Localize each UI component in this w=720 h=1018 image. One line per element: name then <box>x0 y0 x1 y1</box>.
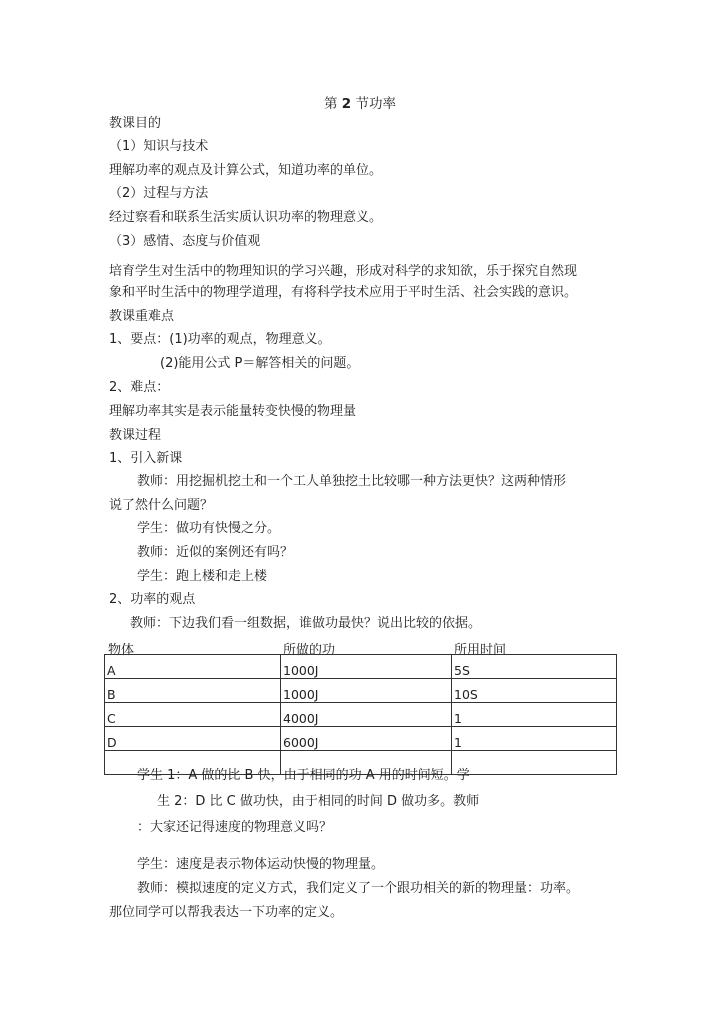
table-cell: 1 <box>452 703 617 727</box>
paragraph: 学生：速度是表示物体运动快慢的物理量。 <box>137 857 385 872</box>
paragraph: 生 2：D 比 C 做功快，由于相同的时间 D 做功多。教师 <box>157 794 480 809</box>
paragraph: 教师：近似的案例还有吗？ <box>137 545 294 560</box>
table-cell: 1 <box>452 727 617 751</box>
paragraph: 象和平时生活中的物理学道理，有将科学技术应用于平时生活、社会实践的意识。 <box>109 285 578 300</box>
table-cell: B <box>105 679 281 703</box>
paragraph: 教师：模拟速度的定义方式，我们定义了一个跟功相关的新的物理量：功率。 <box>137 881 580 896</box>
paragraph: 教师：下边我们看一组数据，谁做功最快？说出比较的依据。 <box>130 616 482 631</box>
paragraph: 2、功率的观点 <box>109 592 196 607</box>
paragraph: 学生 1：A 做的比 B 快，由于相同的功 A 用的时间短。学 <box>137 768 470 783</box>
table-header-object: 物体 <box>108 643 135 658</box>
title-prefix: 第 <box>324 96 338 112</box>
paragraph: （3）感情、态度与价值观 <box>109 234 261 249</box>
paragraph: 理解功率的观点及计算公式，知道功率的单位。 <box>109 163 383 178</box>
paragraph: (2)能用公式 P＝解答相关的问题。 <box>160 356 360 371</box>
page-title <box>0 92 720 112</box>
table-cell: 4000J <box>281 703 452 727</box>
table-cell: 10S <box>452 679 617 703</box>
paragraph: 1、引入新课 <box>109 451 183 466</box>
table-row <box>105 679 617 703</box>
table-cell <box>452 751 617 775</box>
title-rest: 节功率 <box>355 96 396 112</box>
table-cell: 1000J <box>281 655 452 679</box>
table-row <box>105 727 617 751</box>
paragraph: 学生：跑上楼和走上楼 <box>137 569 268 584</box>
section-heading: 教课目的 <box>109 116 162 131</box>
table-cell: C <box>105 703 281 727</box>
paragraph: 1、要点：(1)功率的观点，物理意义。 <box>109 332 331 347</box>
table-cell: A <box>105 655 281 679</box>
data-table <box>104 654 617 775</box>
table-cell: D <box>105 727 281 751</box>
table-header-time: 所用时间 <box>454 643 507 658</box>
section-heading: 教课重难点 <box>109 309 175 324</box>
table-cell: 5S <box>452 655 617 679</box>
table-row <box>105 703 617 727</box>
table-row <box>105 655 617 679</box>
paragraph: （2）过程与方法 <box>109 186 209 201</box>
paragraph: 经过察看和联系生活实质认识功率的物理意义。 <box>109 210 383 225</box>
table-cell: 6000J <box>281 727 452 751</box>
paragraph: 学生：做功有快慢之分。 <box>137 521 281 536</box>
table-cell: 1000J <box>281 679 452 703</box>
title-number: 2 <box>341 96 352 112</box>
table-header-work: 所做的功 <box>283 643 336 658</box>
section-heading: 教课过程 <box>109 428 162 443</box>
paragraph: 培育学生对生活中的物理知识的学习兴趣，形成对科学的求知欲，乐于探究自然现 <box>109 264 578 279</box>
paragraph: 2、难点： <box>109 380 170 395</box>
paragraph: 说了然什么问题？ <box>109 498 214 513</box>
paragraph: 那位同学可以帮我表达一下功率的定义。 <box>109 905 344 920</box>
paragraph: ：大家还记得速度的物理意义吗？ <box>137 820 333 835</box>
paragraph: 教师：用挖掘机挖土和一个工人单独挖土比较哪一种方法更快？这两种情形 <box>137 474 567 489</box>
paragraph: 理解功率其实是表示能量转变快慢的物理量 <box>109 404 357 419</box>
paragraph: （1）知识与技术 <box>109 139 209 154</box>
